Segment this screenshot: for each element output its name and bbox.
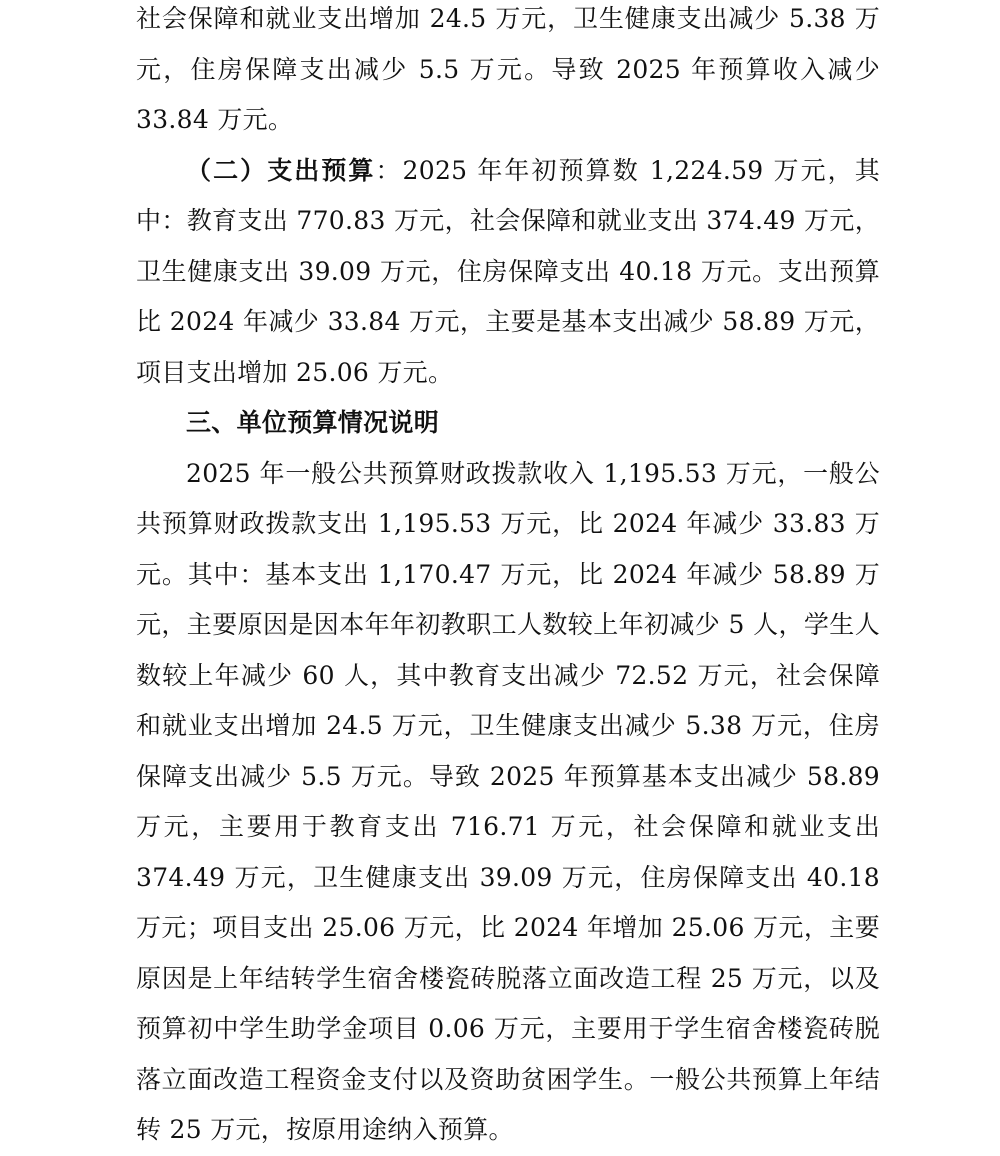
section-heading: 三、单位预算情况说明 — [186, 408, 440, 437]
unit-budget-paragraph: 2025 年一般公共预算财政拨款收入 1,195.53 万元，一般公共预算财政拨款支出 1,195.53 万元，比 2024 年减少 33.83 万元。其中：基本支出 1,170.47 万元，比 2024 年减少 58.89 万元，主要原因是因本年年初教职工人数较上年初减少 5 人，学生人数较上年减少 60 人，其中教育支出减少 72.52 万元，社会保障和就业支出增加 24.5 万元，卫生健康支出减少 5.38 万元，住房保障支出减少 5.5 万元。导致 2025 年预算基本支出减少 58.89 万元，主要用于教育支出 716.71 万元，社会保障和就业支出 374.49 万元，卫生健康支出 39.09 万元，住房保障支出 40.18 万元；项目支出 25.06 万元，比 2024 年增加 25.06 万元，主要原因是上年结转学生宿舍楼瓷砖脱落立面改造工程 25 万元，以及预算初中学生助学金项目 0.06 万元，主要用于学生宿舍楼瓷砖脱落立面改造工程资金支付以及资助贫困学生。一般公共预算上年结转 25 万元，按原用途纳入预算。 — [136, 458, 880, 1144]
document-body — [136, 0, 880, 1156]
expenditure-budget-paragraph — [136, 146, 880, 399]
expenditure-budget-body: ：2025 年年初预算数 1,224.59 万元，其中：教育支出 770.83 万元，社会保障和就业支出 374.49 万元，卫生健康支出 39.09 万元，住房保障支出 40.18 万元。支出预算比 2024 年减少 33.84 万元，主要是基本支出减少 58.89 万元，项目支出增加 25.06 万元。 — [136, 155, 881, 387]
expenditure-budget-lead: （二）支出预算 — [186, 155, 376, 185]
continuation-paragraph: 社会保障和就业支出增加 24.5 万元，卫生健康支出减少 5.38 万元，住房保障支出减少 5.5 万元。导致 2025 年预算收入减少 33.84 万元。 — [136, 4, 880, 134]
